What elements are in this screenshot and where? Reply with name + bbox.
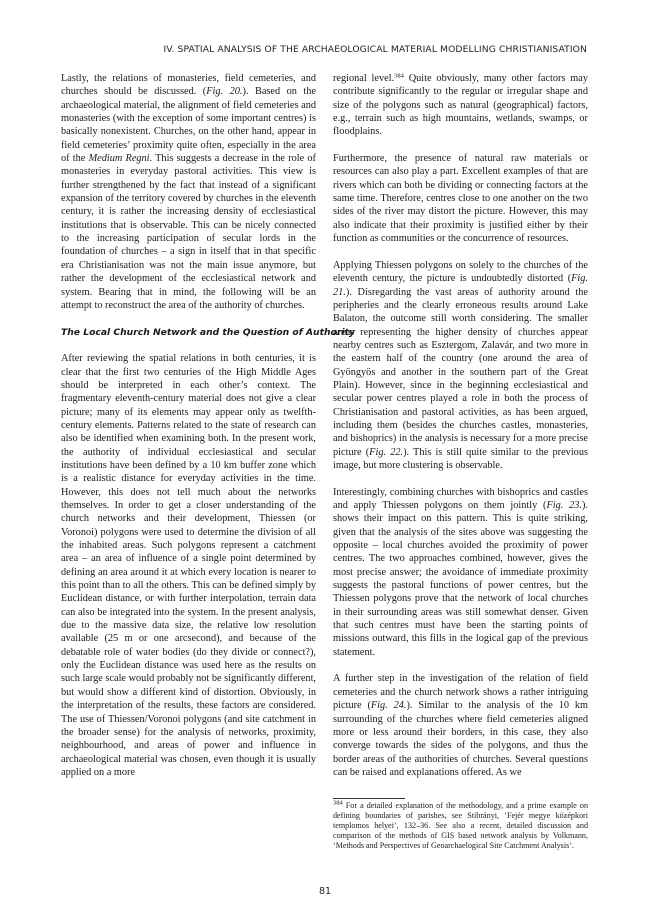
paragraph: Applying Thiessen polygons on solely to the churches of the eleventh century, the picture is undoubtedly distorted (Fig. 21.). Disregarding the vast areas of authority around the peripheries and the clearly erroneous results around Lake Balaton, the outcome still worth considering. The smaller areas representing the higher density of churches appear nearby centres such as Esztergom, Zalavár, and two more in the eastern half of the country (one around the area of Gyöngyös and another in the southern part of the Great Plain). However, since in the beginning ecclesiastical and secular power centres played a role in both the process of Christianisation and pastoral activities, as has been argued, including them (besides the churches castles, monasteries, and bishoprics) in the analysis is necessary for a more precise picture (Fig. 22.). This is still quite similar to the previous image, but more clustering is observable.: [333, 259, 588, 471]
running-head-text: IV. SPATIAL ANALYSIS OF THE ARCHAEOLOGICAL MATERIAL MODELLING CHRISTIANISATION: [163, 44, 587, 55]
footnote-number: 384: [333, 799, 343, 807]
figure-reference: Fig. 22.: [369, 446, 404, 458]
right-column: [333, 72, 588, 793]
footnote: [333, 801, 588, 851]
left-column: [61, 72, 355, 793]
paragraph: regional level.$^{384}$ Quite obviously, many other factors may contribute significantly to the regular or irregular shape and size of the polygons such as natural (geographical) factors, e.g., terrain such as high mountains, wetlands, swamps, or floodplains.: [333, 72, 589, 138]
latin-term: Medium Regni: [88, 153, 150, 165]
figure-reference: Fig. 23.: [546, 500, 582, 511]
section-heading: The Local Church Network and the Question of Authority: [61, 326, 355, 338]
paragraph: After reviewing the spatial relations in both centuries, it is clear that the first two centuries of the High Middle Ages should be interpreted in each other’s context. The fragmentary eleventh-century material does not give a clear picture; many of its elements may appear only as twelfth-century elements. Patterns related to the state of research can also be identified when examining both. In the present work, the authority of individual ecclesiastical and secular institutions have been defined by a 10 km buffer zone which is a realistic distance for everyday activities in the time. However, this does not tell much about the networks themselves. In order to get a closer understanding of the church networks and their development, Thiessen (or Voronoi) polygons were used to determine the division of all the inhabited areas. Such polygons represent a catchment area – an area of influence of a single point determined by defining an area around it at which every location is nearer to this point than to all the others. This can be defined simply by Euclidean distance, or with further interpolation, terrain data can also be integrated into the system. In the present analysis, due to the massive data size, the relative low resolution available (25 m or one arcsecond), and because of the debatable role of water bodies (do they divide or connect?), only the Euclidean distance was used here as the results on such large scale would probably not be significantly different, but would show a different kind of distortion. Obviously, in the interpretation of the results, these factors are considered. The use of Thiessen/Voronoi polygons (and site catchment in the broader sense) for the analysis of networks, proximity, neighbourhood, and areas of power and influence in archaeological material was chosen, even though it is usually applied on a more: [61, 353, 316, 778]
figure-reference: Fig. 21.: [333, 273, 588, 298]
footnote-text: For a detailed explanation of the methodology, and a prime example on defining boundaries of parishes, see Stibrányi, ‘Fejér megye középkori templomos helyei’, 132–36. See also a recent, detailed discussion and comparison of the methods of GIS based network analysis by Volkmann, ‘Methods and Perspectives of Geoarchaelogical Site Catchment Analysis’.: [333, 801, 588, 851]
running-head: [164, 44, 588, 55]
paragraph: A further step in the investigation of the relation of field cemeteries and the church network shows a rather intriguing picture (Fig. 24.). Similar to the analysis of the 10 km surrounding of the churches where field cemeteries aligned more or less around their borders, in this case, they also converge towards the sides of the polygons, and thus the border areas of the authorities of churches. Several questions can be raised and explanations offered. As we: [333, 673, 588, 778]
figure-reference: Fig. 24.: [370, 700, 407, 712]
paragraph: Furthermore, the presence of natural raw materials or resources can also play a part. Excellent examples of that are rivers which can both be dividing or connecting factors at the same time. Therefore, centres close to one another on the two sides of the river may distort the picture. However, this may also indicate that their proximity is justified either by their function as communities or the concurrence of resources.: [333, 153, 588, 245]
paragraph: Lastly, the relations of monasteries, field cemeteries, and churches should be discussed. (Fig. 20.). Based on the archaeological material, the alignment of field cemeteries and monasteries (with the exception of some important centres) is basically nonexistent. Churches, on the other hand, appear in field cemeteries’ proximity quite often, especially in the area of the Medium Regni. This suggests a decrease in the role of monasteries in everyday pastoral activities. This view is further strengthened by the fact that instead of a significant expansion of the territory covered by churches in the eleventh century, it is rather the increasing density of ecclesiastical institutions that is observable. This can be nicely connected to the increasing participation of secular lords in the foundation of churches – a sign in itself that in that specific era Christianisation was not the main issue anymore, but rather the development of the ecclesiastical network and system. Bearing that in mind, the following will be an attempt to reconstruct the area of the authority of churches.: [61, 73, 316, 311]
figure-reference: Fig. 20.: [206, 86, 243, 98]
paragraph: Interestingly, combining churches with bishoprics and castles and apply Thiessen polygons on them jointly (Fig. 23.). shows their impact on this pattern. This is quite striking, given that the analysis of the sites above was suggesting the opposite – local churches avoided the proximity of power centres. The two approaches combined, however, gives the most precise answer; the avoidance of immediate proximity suggests the pastoral functions of power centres, but the Thiessen polygons prove that the network of local churches in their surrounding areas was still somewhat denser. Given that such centres must have been the starting points of missions outward, this fills in the logical gap of the previous statement.: [333, 486, 588, 658]
footnote-marker[interactable]: 384: [394, 72, 404, 80]
footnote-divider: [333, 798, 405, 799]
page-number: 81: [318, 886, 332, 897]
